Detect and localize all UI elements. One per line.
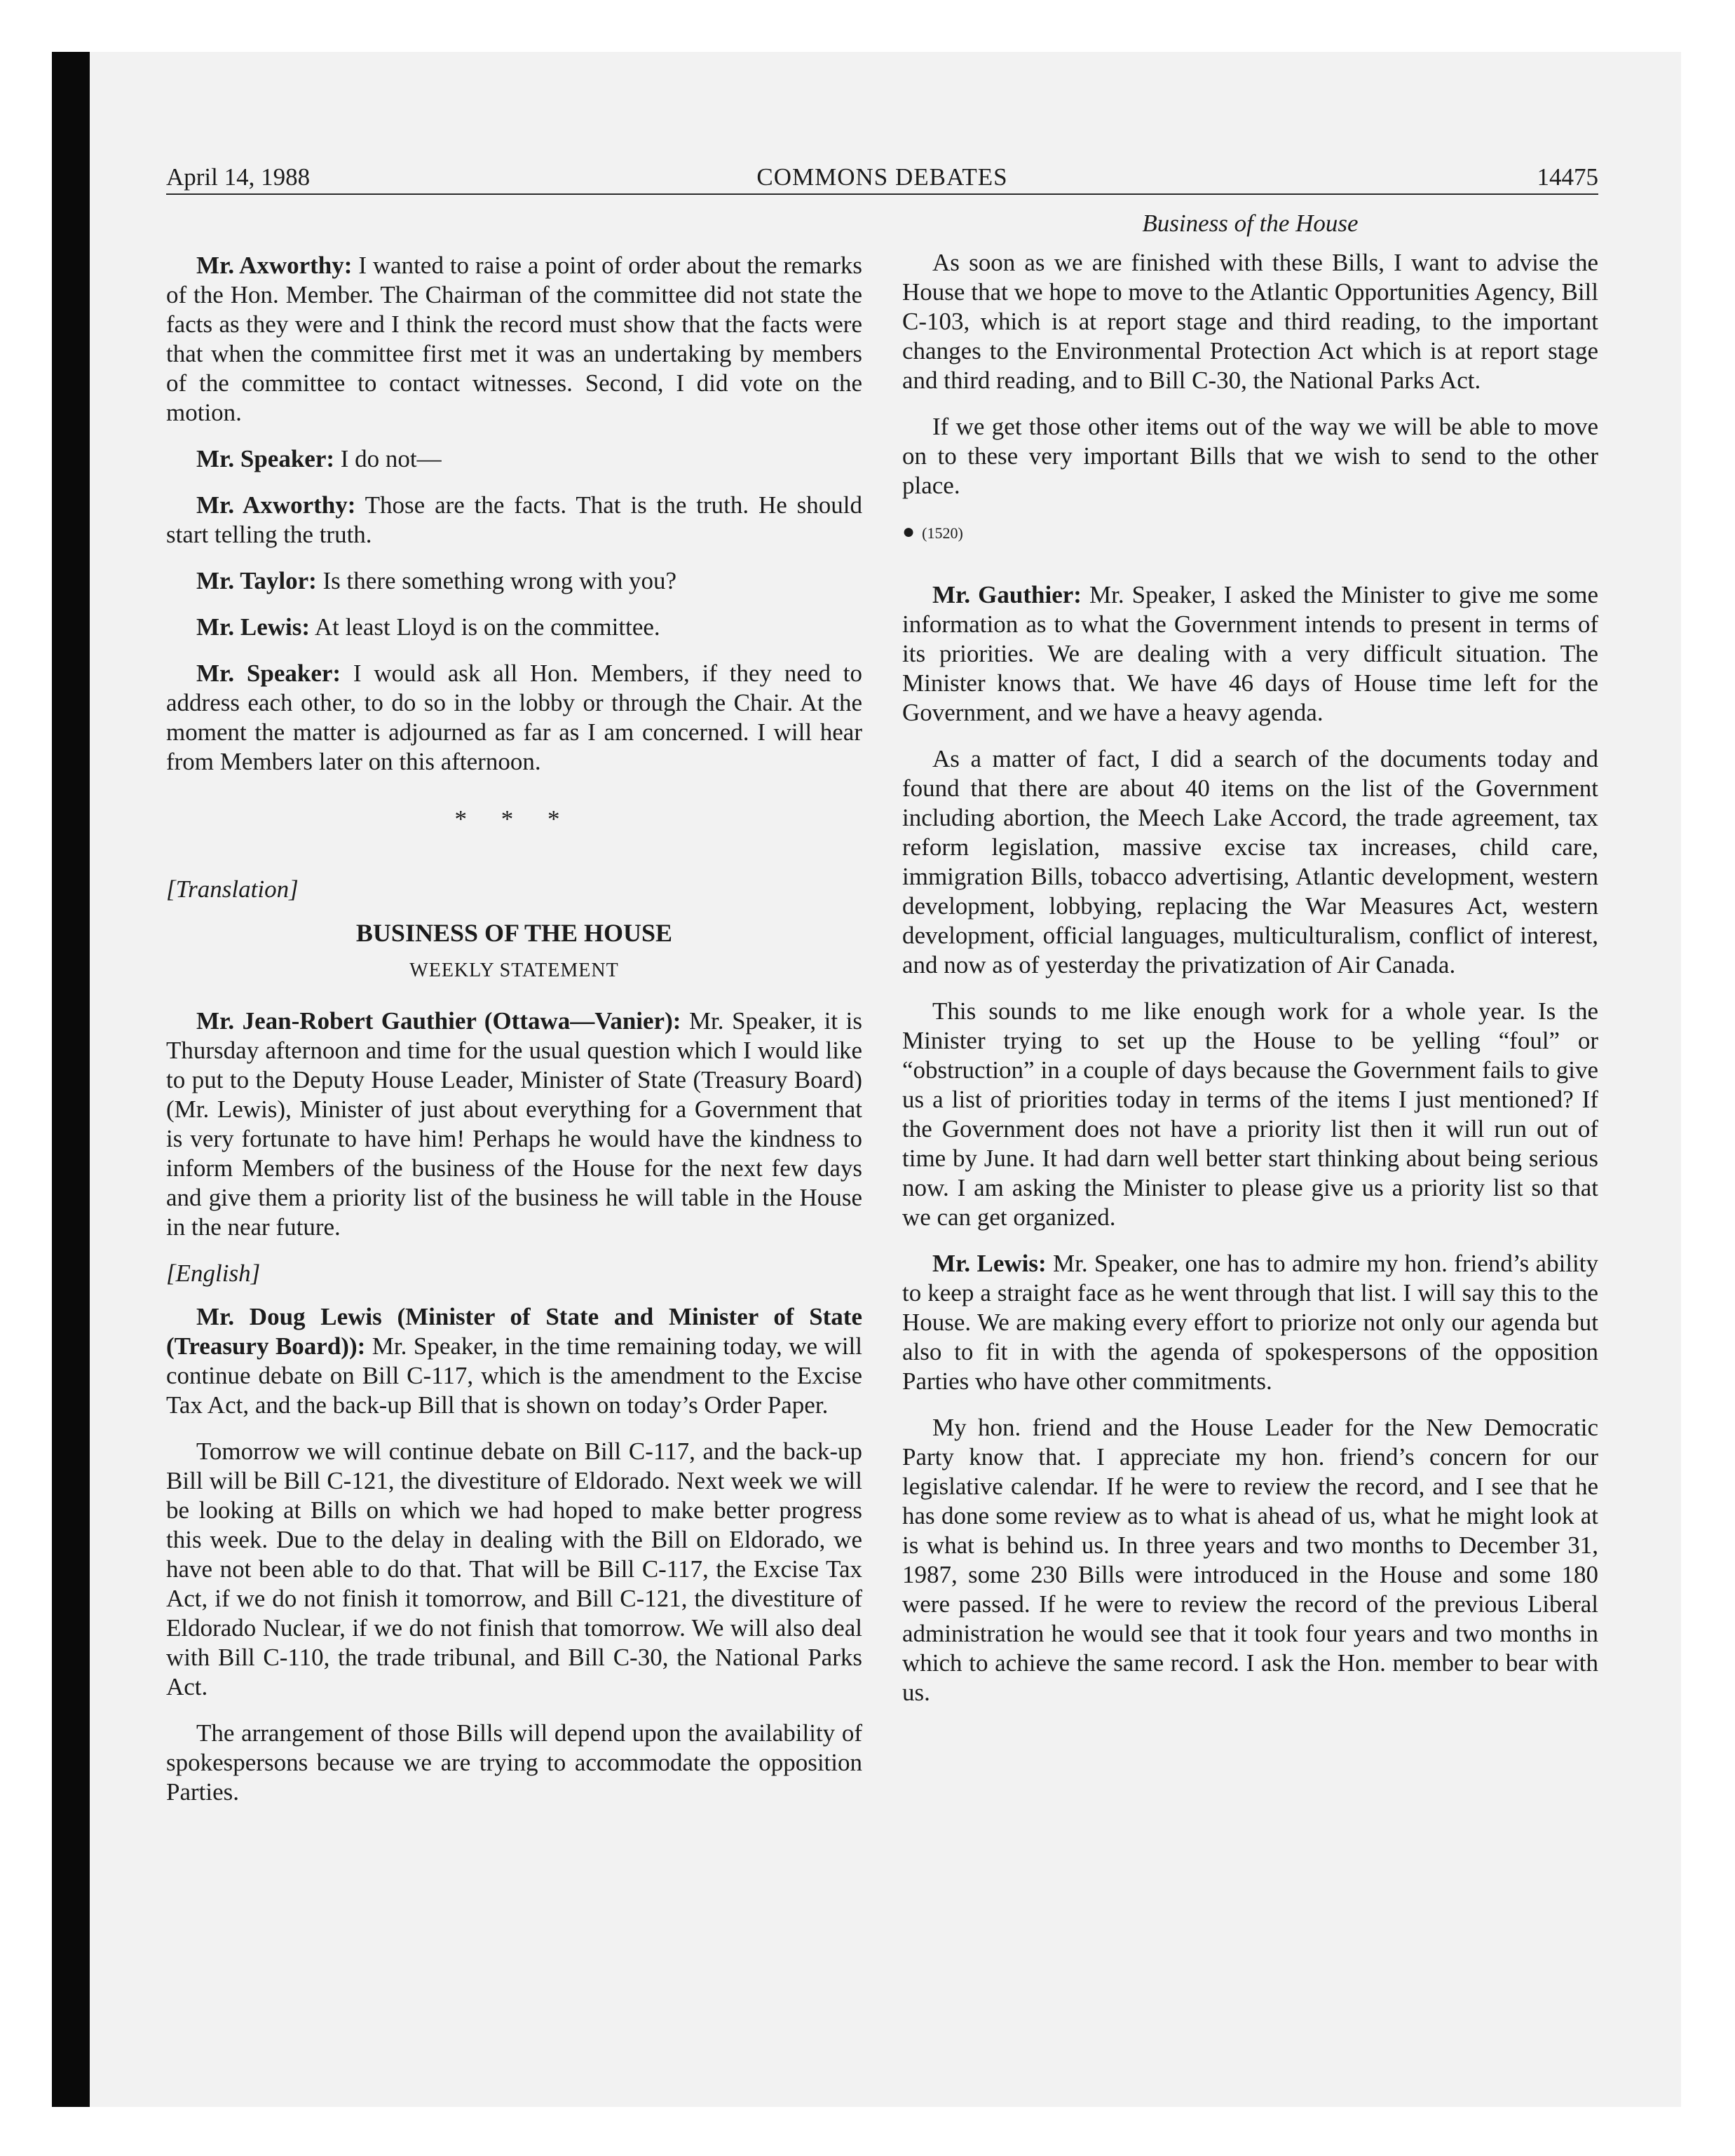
speech-text: Mr. Speaker, in the time remaining today, we will continue debate on Bill C-117, which is the amendment to the Excise Tax Act, and the back-up Bill that is shown on today’s Order Paper. <box>166 1332 863 1419</box>
bullet-icon: ● <box>902 520 916 543</box>
page-header <box>166 161 1598 194</box>
translation-tag: [Translation] <box>166 875 299 903</box>
header-rule <box>166 193 1598 195</box>
speech-text: Is there something wrong with you? <box>316 567 677 594</box>
body-paragraph: As a matter of fact, I did a search of the documents today and found that there are about 40 items on the list of the Government including abortion, the Meech Lake Accord, the trade agreement, tax reform legislation, massive excise tax increases, child care, immigration Bills, tobacco advertising, Atlantic development, western development, lobbying, replacing the War Measures Act, western development, official languages, multiculturalism, conflict of interest, and now as of yesterday the privatization of Air Canada. <box>902 745 1598 978</box>
time-marker-text: (1520) <box>922 524 963 542</box>
speech-paragraph <box>166 444 862 474</box>
body-paragraph: Tomorrow we will continue debate on Bill C-117, and the back-up Bill will be Bill C-121, the divestiture of Eldorado. Next week we will be looking at Bills on which we had hoped to make better progress this week. Due to the delay in dealing with the Bill on Eldorado, we have not been able to do that. That will be Bill C-117, the Excise Tax Act, if we do not finish it tomorrow, and Bill C-121, the divestiture of Eldorado Nuclear, if we do not finish that tomorrow. We will also deal with Bill C-110, the trade tribunal, and Bill C-30, the National Parks Act. <box>166 1438 862 1700</box>
speaker-name: Mr. Doug Lewis (Minister of State and Minister of State (Treasury Board)): <box>166 1303 862 1360</box>
speech-text: I do not— <box>334 445 442 472</box>
body-paragraph: My hon. friend and the House Leader for the New Democratic Party know that. I appreciate my hon. friend’s concern for our legislative calendar. If he were to review the record, and I see that he has done some review as to what is ahead of us, what he might look at is what is behind us. In three years and two months to December 31, 1987, some 230 Bills were introduced in the House and some 180 were passed. If he were to review the record of the previous Liberal administration he would see that it took four years and two months in which to achieve the same record. I ask the Hon. member to bear with us. <box>902 1414 1598 1706</box>
speech-text: Mr. Speaker, I asked the Minister to give me some information as to what the Government intends to present in terms of its priorities. We are dealing with a very difficult situation. The Minister knows that. We have 46 days of House time left for the Government, and we have a heavy agenda. <box>902 581 1599 726</box>
section-subtitle: WEEKLY STATEMENT <box>409 960 619 981</box>
body-paragraph: The arrangement of those Bills will depend upon the availability of spokespersons because we are trying to accommodate the opposition Parties. <box>166 1719 862 1806</box>
section-title: BUSINESS OF THE HOUSE <box>355 919 673 947</box>
speech-paragraph <box>166 659 862 777</box>
speaker-name: Mr. Taylor: <box>196 567 317 594</box>
header-title: COMMONS DEBATES <box>756 163 1008 191</box>
speaker-name: Mr. Axworthy: <box>196 491 356 519</box>
speech-paragraph <box>166 491 862 550</box>
section-break-stars: * * * <box>454 805 574 833</box>
scan-edge-bar <box>52 52 90 2107</box>
speaker-name: Mr. Axworthy: <box>196 252 353 279</box>
body-paragraph: If we get those other items out of the way we will be able to move on to these very important Bills that we wish to send to the other place. <box>902 413 1598 499</box>
speech-paragraph <box>166 1007 862 1242</box>
right-column <box>902 209 1598 1724</box>
speaker-name: Mr. Speaker: <box>196 445 335 472</box>
speech-text: Those are the facts. That is the truth. He should start telling the truth. <box>166 491 862 548</box>
speech-paragraph <box>166 613 862 642</box>
english-tag: [English] <box>166 1260 261 1287</box>
speaker-name: Mr. Jean-Robert Gauthier (Ottawa—Vanier): <box>196 1007 681 1035</box>
speech-text: I wanted to raise a point of order about the remarks of the Hon. Member. The Chairman of the committee did not state the facts as they were and I think the record must show that the facts were that when the committee first met it was an undertaking by members of the committee to contact witnesses. Second, I did vote on the motion. <box>166 252 862 426</box>
header-page-number: 14475 <box>1537 163 1598 191</box>
speech-paragraph <box>902 1249 1598 1396</box>
left-column <box>166 251 862 1824</box>
body-paragraph: This sounds to me like enough work for a whole year. Is the Minister trying to set up the House to be yelling “foul” or “obstruction” in a couple of days because the Government fails to give us a list of priorities today in terms of the items I just mentioned? If the Government does not have a priority list then it will run out of time by June. It had darn well better start thinking about being serious now. I am asking the Minister to please give us a priority list so that we can get organized. <box>902 997 1598 1231</box>
speech-paragraph <box>902 580 1598 728</box>
speech-text: I would ask all Hon. Members, if they need to address each other, to do so in the lobby or through the Chair. At the moment the matter is adjourned as far as I am concerned. I will hear from Members later on this afternoon. <box>166 660 862 775</box>
speech-paragraph <box>166 1302 862 1420</box>
speech-paragraph <box>166 251 862 428</box>
time-marker <box>902 517 1598 548</box>
speaker-name: Mr. Lewis: <box>196 613 311 641</box>
speaker-name: Mr. Gauthier: <box>932 581 1082 608</box>
speech-text: Mr. Speaker, it is Thursday afternoon and time for the usual question which I would like to put to the Deputy House Leader, Minister of State (Treasury Board) (Mr. Lewis), Minister of just about everything for a Government that is very fortunate to have him! Perhaps he would have the kindness to inform Members of the business of the House for the next few days and give them a priority list of the business he will table in the House in the near future. <box>166 1007 863 1241</box>
speech-text: Mr. Speaker, one has to admire my hon. friend’s ability to keep a straight face as he went through that list. I will say this to the House. We are making every effort to priorize not only our agenda but also to fit in with the agenda of spokespersons of the opposition Parties who have other commitments. <box>902 1250 1598 1395</box>
running-head: Business of the House <box>1142 210 1359 237</box>
speaker-name: Mr. Speaker: <box>196 660 341 687</box>
header-date: April 14, 1988 <box>166 163 311 191</box>
speech-text: At least Lloyd is on the committee. <box>310 613 660 641</box>
body-paragraph: As soon as we are finished with these Bills, I want to advise the House that we hope to move to the Atlantic Opportunities Agency, Bill C-103, which is at report stage and third reading, to the important changes to the Environmental Protection Act which is at report stage and third reading, and to Bill C-30, the National Parks Act. <box>902 249 1598 394</box>
speaker-name: Mr. Lewis: <box>932 1250 1047 1277</box>
speech-paragraph <box>166 566 862 596</box>
